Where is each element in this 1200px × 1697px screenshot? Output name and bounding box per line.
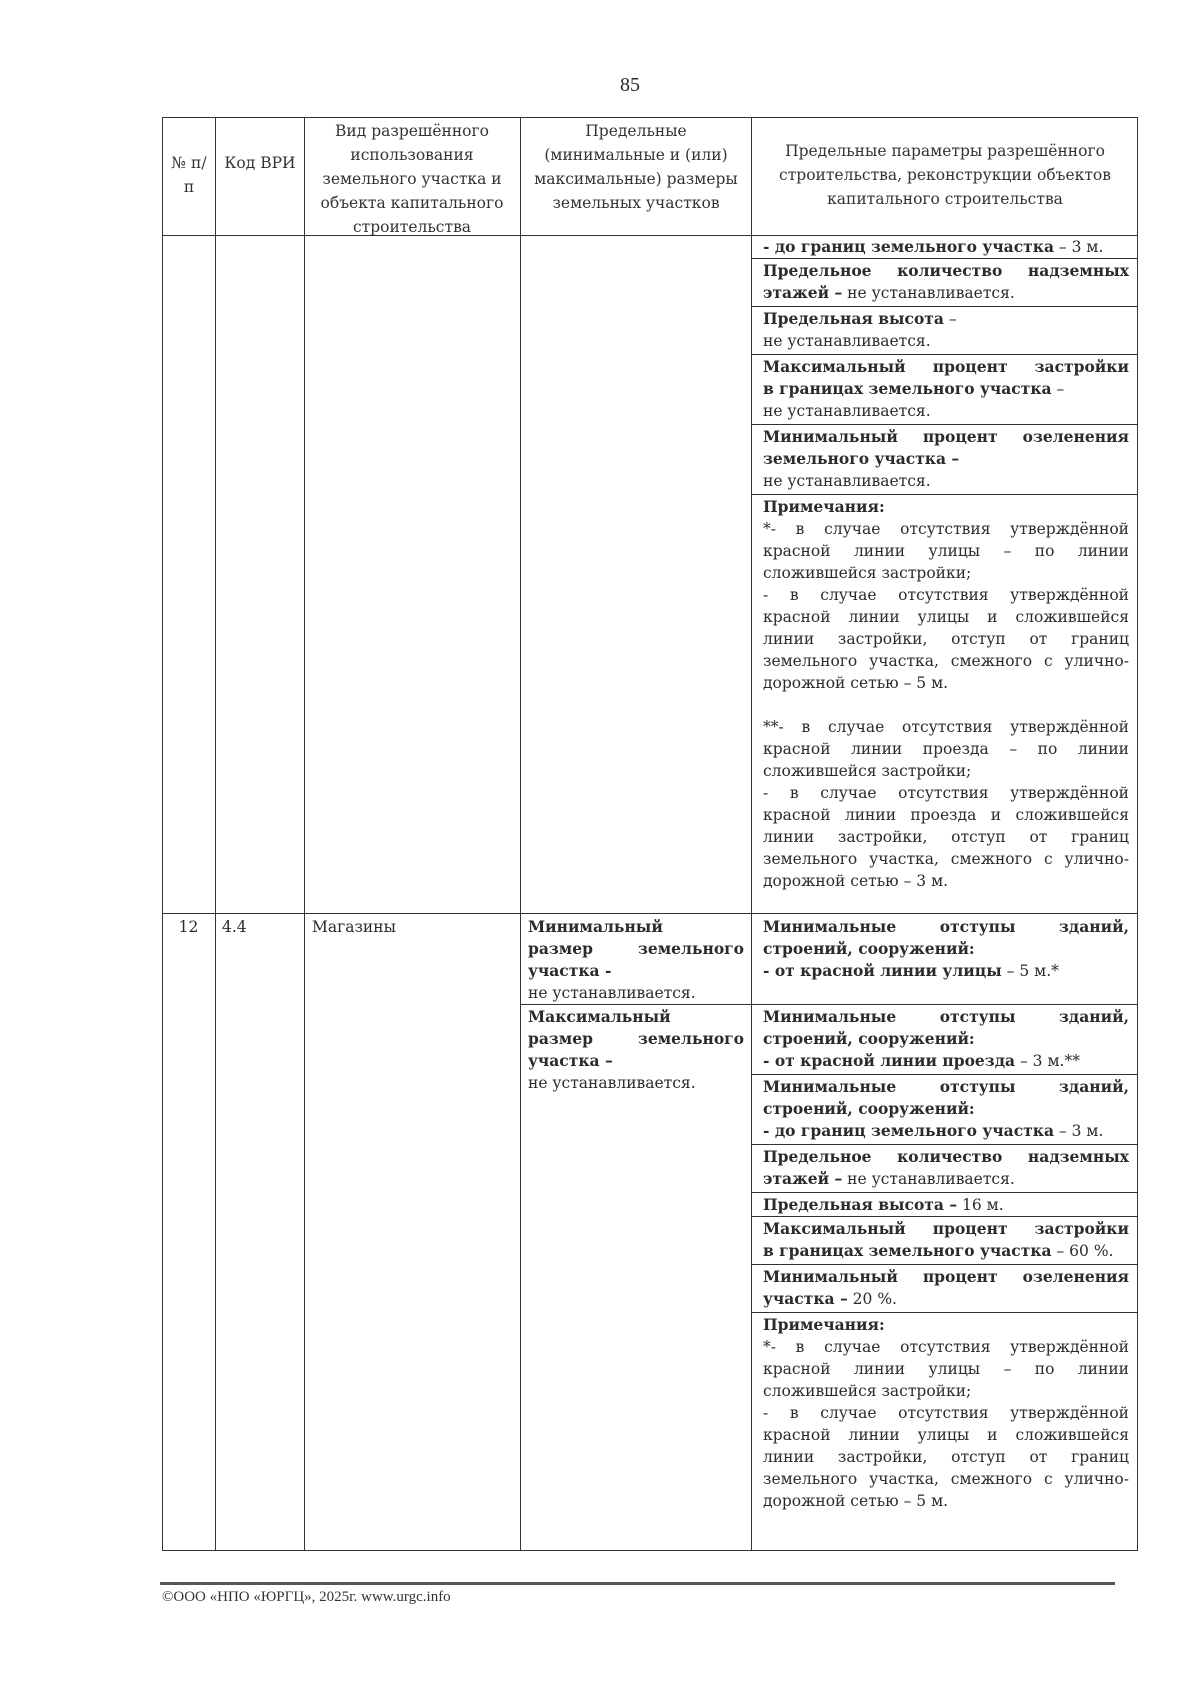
notes-title: Примечания:	[763, 497, 885, 516]
param-value: – 3 м.**	[1015, 1052, 1080, 1070]
param-value: 16 м.	[957, 1196, 1004, 1214]
cell-divider	[751, 1264, 1137, 1265]
param-value: – 60 %.	[1051, 1242, 1114, 1260]
dash: –	[943, 310, 957, 328]
param-label: Предельная высота –	[763, 1195, 958, 1214]
param-label: Минимальные отступы зданий,	[763, 917, 1129, 936]
column-divider	[520, 117, 521, 1551]
param-height	[763, 1194, 1129, 1216]
param-label: Предельное количество надземных	[763, 261, 1129, 280]
table-border-right	[1137, 117, 1138, 1551]
size-label: участка –	[528, 1051, 613, 1070]
column-divider	[215, 117, 216, 1551]
param-value: – 3 м.	[1054, 238, 1104, 256]
param-label: - до границ земельного участка	[763, 1121, 1054, 1140]
cell-divider	[751, 354, 1137, 355]
param-label: Минимальные отступы зданий,	[763, 1077, 1129, 1096]
param-height	[763, 308, 1129, 352]
param-floors	[763, 1146, 1129, 1190]
param-floors	[763, 260, 1129, 304]
table-border-bottom	[162, 1550, 1138, 1551]
size-label: Максимальный	[528, 1007, 671, 1026]
param-label: Максимальный процент застройки	[763, 357, 1129, 376]
param-label: этажей –	[763, 283, 843, 302]
param-label: - до границ земельного участка	[763, 237, 1054, 256]
cell-divider	[751, 494, 1137, 495]
param-label: земельного участка –	[763, 449, 960, 468]
cell-divider	[751, 306, 1137, 307]
param-label: строений, сооружений:	[763, 1099, 975, 1118]
column-divider	[751, 117, 752, 1551]
min-plot-size	[528, 916, 744, 1004]
row-code: 4.4	[222, 918, 247, 936]
size-label: участка -	[528, 961, 612, 980]
param-min-greening	[763, 426, 1129, 492]
column-divider	[304, 117, 305, 1551]
param-label: в границах земельного участка	[763, 379, 1052, 398]
header-num: № п/п	[171, 154, 207, 196]
size-label: Минимальный	[528, 917, 663, 936]
param-setback-street	[763, 916, 1129, 982]
param-label: Предельное количество надземных	[763, 1147, 1129, 1166]
param-label: этажей –	[763, 1169, 843, 1188]
table-border-top	[162, 117, 1138, 118]
footer-divider	[160, 1582, 1115, 1585]
size-label: размер земельного	[528, 1029, 744, 1048]
cell-divider	[520, 1004, 1137, 1005]
notes-title: Примечания:	[763, 1315, 885, 1334]
param-max-coverage	[763, 1218, 1129, 1262]
max-plot-size	[528, 1006, 744, 1094]
note-item: **- в случае отсутствия утверждённой красной линии проезда – по линии сложившейся застройки;	[763, 718, 1129, 780]
cell-divider	[751, 424, 1137, 425]
param-value: – 3 м.	[1054, 1122, 1104, 1140]
param-value: не устанавливается.	[842, 284, 1015, 302]
param-setback-passage	[763, 1006, 1129, 1072]
row-use-type: Магазины	[312, 918, 396, 936]
param-label: участка –	[763, 1289, 848, 1308]
param-label: Минимальный процент озеленения	[763, 1267, 1129, 1286]
param-value: не устанавливается.	[763, 402, 931, 420]
page-number: 85	[620, 74, 640, 96]
param-label: Минимальные отступы зданий,	[763, 1007, 1129, 1026]
cell-divider	[751, 1144, 1137, 1145]
param-min-greening	[763, 1266, 1129, 1310]
param-label: Максимальный процент застройки	[763, 1219, 1129, 1238]
param-boundary-setback	[763, 236, 1129, 258]
cell-divider	[751, 1216, 1137, 1217]
param-value: не устанавливается.	[842, 1170, 1015, 1188]
cell-divider	[751, 1074, 1137, 1075]
size-label: размер земельного	[528, 939, 744, 958]
size-value: не устанавливается.	[528, 1074, 696, 1092]
param-value: 20 %.	[847, 1290, 897, 1308]
note-item: - в случае отсутствия утверждённой красной линии проезда и сложившейся линии застройки, отступ от границ земельного участка, смежного с улично-дорожной сетью – 3 м.	[763, 784, 1129, 890]
note-item: - в случае отсутствия утверждённой красной линии улицы и сложившейся линии застройки, отступ от границ земельного участка, смежного с улично-дорожной сетью – 5 м.	[763, 1404, 1129, 1510]
param-setback-boundary	[763, 1076, 1129, 1142]
param-label: - от красной линии улицы	[763, 961, 1002, 980]
row-divider	[162, 913, 1138, 914]
param-label: в границах земельного участка	[763, 1241, 1052, 1260]
header-sizes: Предельные (минимальные и (или) максимальные) размеры земельных участков	[534, 122, 738, 212]
cell-divider	[751, 1192, 1137, 1193]
header-code: Код ВРИ	[224, 154, 296, 172]
size-value: не устанавливается.	[528, 984, 696, 1002]
row-num: 12	[178, 918, 199, 936]
param-label: Предельная высота	[763, 309, 944, 328]
cell-divider	[751, 1312, 1137, 1313]
notes-block	[763, 496, 1129, 892]
footer-copyright: ©ООО «НПО «ЮРГЦ», 2025г. www.urgc.info	[162, 1589, 451, 1605]
param-value: не устанавливается.	[763, 472, 931, 490]
param-max-coverage	[763, 356, 1129, 422]
header-use-type: Вид разрешённого использования земельного участка и объекта капитального строительства	[320, 122, 504, 236]
param-label: - от красной линии проезда	[763, 1051, 1016, 1070]
param-value: не устанавливается.	[763, 332, 931, 350]
param-label: Минимальный процент озеленения	[763, 427, 1129, 446]
param-value: – 5 м.*	[1001, 962, 1059, 980]
cell-divider	[751, 258, 1137, 259]
note-item: *- в случае отсутствия утверждённой красной линии улицы – по линии сложившейся застройки;	[763, 520, 1129, 582]
note-item: - в случае отсутствия утверждённой красной линии улицы и сложившейся линии застройки, отступ от границ земельного участка, смежного с улично-дорожной сетью – 5 м.	[763, 586, 1129, 692]
notes-block	[763, 1314, 1129, 1512]
note-item: *- в случае отсутствия утверждённой красной линии улицы – по линии сложившейся застройки;	[763, 1338, 1129, 1400]
header-params: Предельные параметры разрешённого строительства, реконструкции объектов капитального строительства	[779, 142, 1111, 208]
param-label: строений, сооружений:	[763, 939, 975, 958]
table-border-left	[162, 117, 163, 1551]
regulations-table	[162, 117, 1138, 1551]
param-label: строений, сооружений:	[763, 1029, 975, 1048]
dash: –	[1051, 380, 1065, 398]
